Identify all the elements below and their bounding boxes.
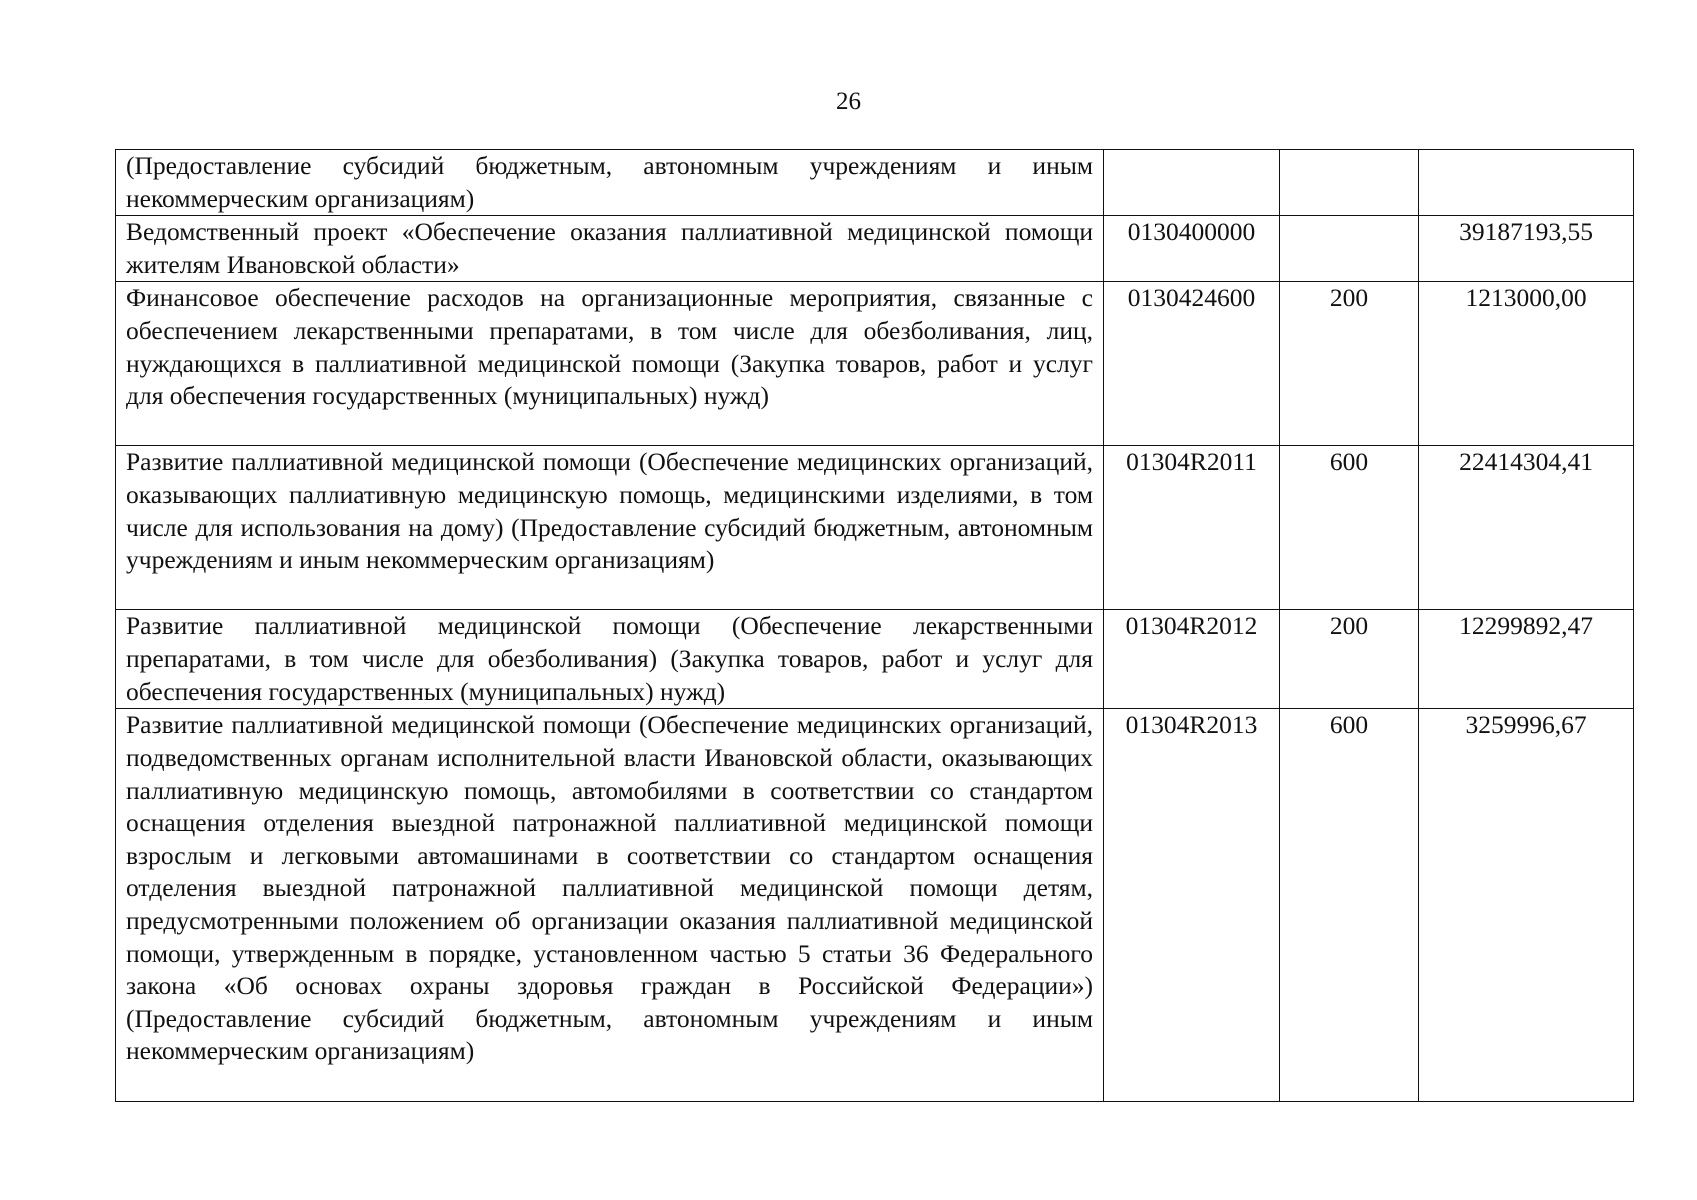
expense-type-cell: 200 — [1280, 610, 1419, 709]
expense-type-cell: 600 — [1280, 446, 1419, 610]
row-name-cell: Финансовое обеспечение расходов на организационные мероприятия, связанные с обеспечением лекарственными препаратами, в том числе для обезболивания, лиц, нуждающихся в паллиативной медицинской помощи (Закупка товаров, работ и услуг для обеспечения государственных (муниципальных) нужд) — [116, 282, 1104, 446]
amount-cell: 12299892,47 — [1419, 610, 1634, 709]
table-row — [116, 216, 1634, 282]
expense-type-cell: 200 — [1280, 282, 1419, 446]
table-row — [116, 709, 1634, 1102]
target-article-code-cell: 01304R2013 — [1104, 709, 1280, 1102]
page-number: 26 — [836, 88, 861, 115]
budget-table-body — [116, 150, 1634, 1102]
amount-cell: 1213000,00 — [1419, 282, 1634, 446]
target-article-code-cell: 0130424600 — [1104, 282, 1280, 446]
table-row — [116, 446, 1634, 610]
table-row — [116, 610, 1634, 709]
expense-type-cell: 600 — [1280, 709, 1419, 1102]
row-name-cell: (Предоставление субсидий бюджетным, автономным учреждениям и иным некоммерческим организациям) — [116, 150, 1104, 216]
target-article-code-cell: 0130400000 — [1104, 216, 1280, 282]
expense-type-cell — [1280, 150, 1419, 216]
row-name-cell: Развитие паллиативной медицинской помощи (Обеспечение медицинских организаций, подведомственных органам исполнительной власти Ивановской области, оказывающих паллиативную медицинскую помощь, автомобилями в соответствии со стандартом оснащения отделения выездной патронажной паллиативной медицинской помощи взрослым и легковыми автомашинами в соответствии со стандартом оснащения отделения выездной патронажной паллиативной медицинской помощи детям, предусмотренными положением об организации оказания паллиативной медицинской помощи, утвержденным в порядке, установленном частью 5 статьи 36 Федерального закона «Об основах охраны здоровья граждан в Российской Федерации») (Предоставление субсидий бюджетным, автономным учреждениям и иным некоммерческим организациям) — [116, 709, 1104, 1102]
table-row — [116, 150, 1634, 216]
target-article-code-cell — [1104, 150, 1280, 216]
target-article-code-cell: 01304R2012 — [1104, 610, 1280, 709]
row-name-cell: Ведомственный проект «Обеспечение оказания паллиативной медицинской помощи жителям Ивановской области» — [116, 216, 1104, 282]
expense-type-cell — [1280, 216, 1419, 282]
row-name-cell: Развитие паллиативной медицинской помощи (Обеспечение лекарственными препаратами, в том числе для обезболивания) (Закупка товаров, работ и услуг для обеспечения государственных (муниципальных) нужд) — [116, 610, 1104, 709]
amount-cell: 39187193,55 — [1419, 216, 1634, 282]
amount-cell — [1419, 150, 1634, 216]
amount-cell: 3259996,67 — [1419, 709, 1634, 1102]
table-row — [116, 282, 1634, 446]
target-article-code-cell: 01304R2011 — [1104, 446, 1280, 610]
budget-table — [115, 149, 1634, 1102]
amount-cell: 22414304,41 — [1419, 446, 1634, 610]
row-name-cell: Развитие паллиативной медицинской помощи (Обеспечение медицинских организаций, оказывающих паллиативную медицинскую помощь, медицинскими изделиями, в том числе для использования на дому) (Предоставление субсидий бюджетным, автономным учреждениям и иным некоммерческим организациям) — [116, 446, 1104, 610]
